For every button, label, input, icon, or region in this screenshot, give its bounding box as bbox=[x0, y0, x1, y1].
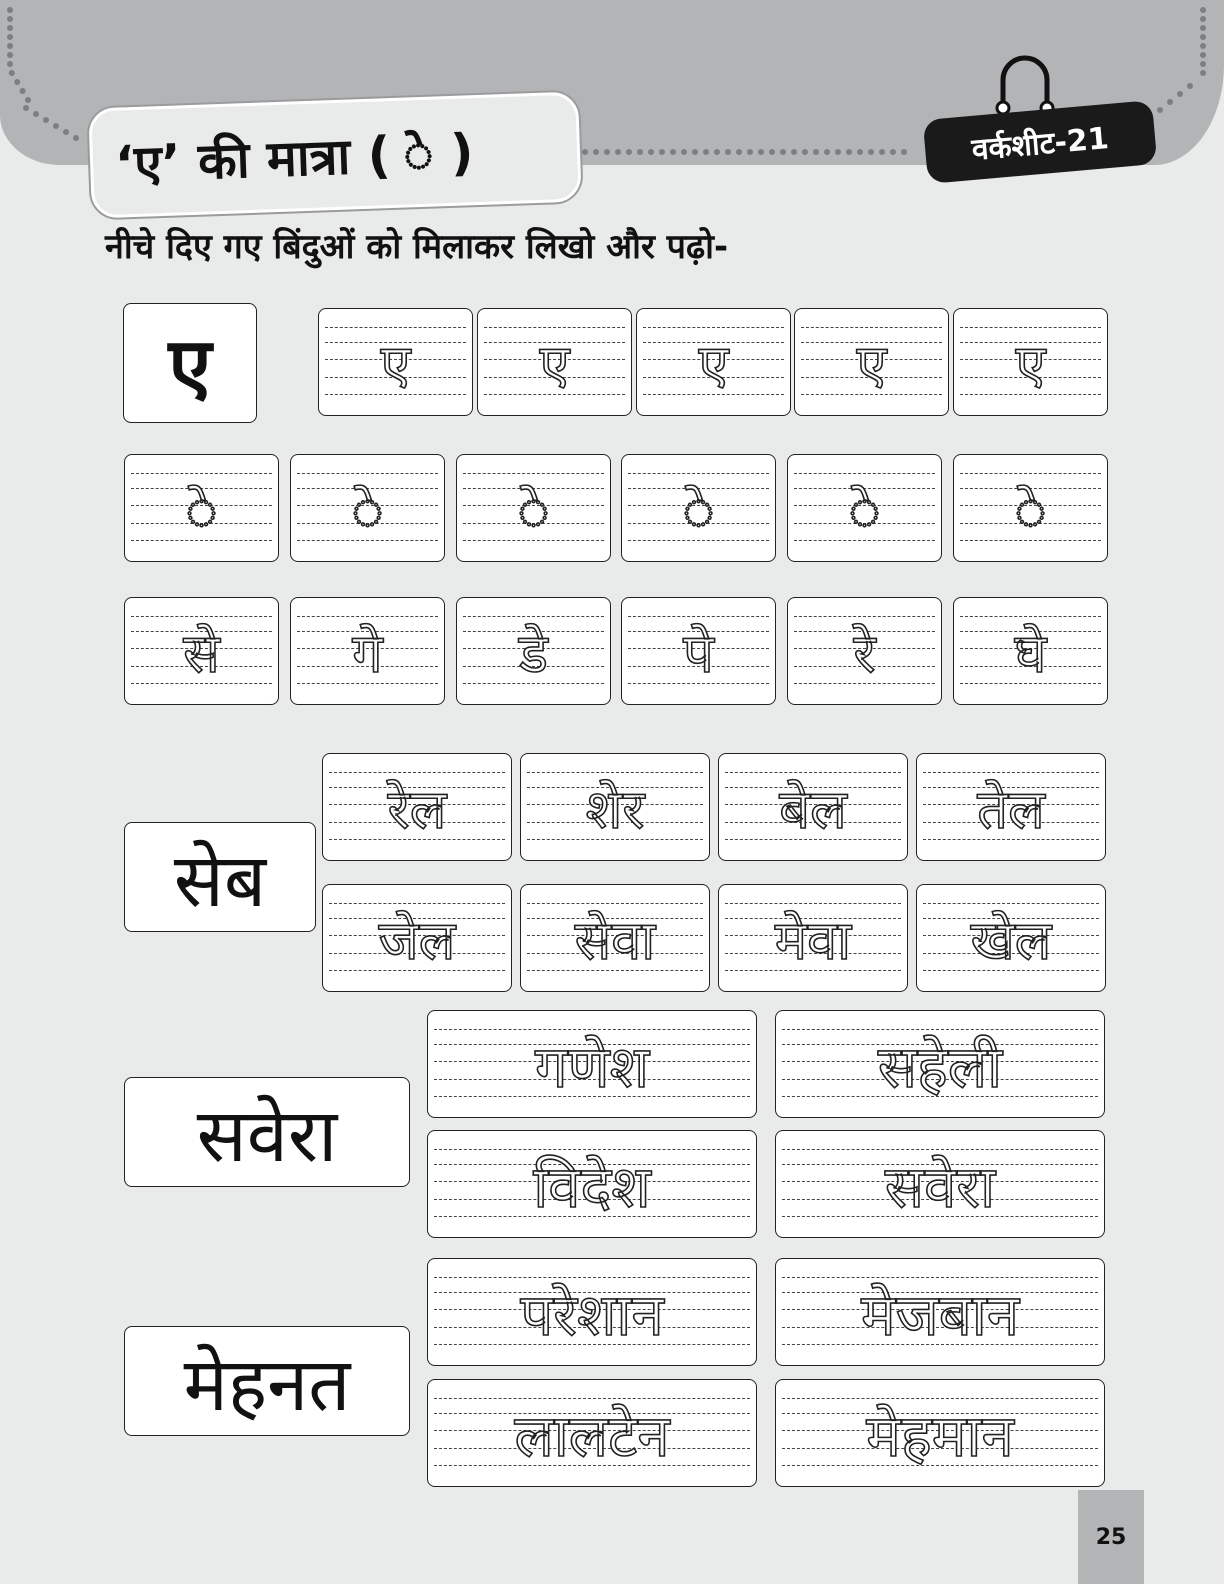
trace-text: मेजबान bbox=[860, 1280, 1020, 1349]
model-word-text: मेहनत bbox=[183, 1341, 351, 1428]
trace-text: जेल bbox=[378, 909, 456, 972]
model-word-mehnat bbox=[124, 1326, 410, 1436]
trace-text: खेल bbox=[970, 909, 1052, 972]
trace-box-matra[interactable] bbox=[456, 454, 611, 562]
trace-box-word[interactable] bbox=[775, 1010, 1105, 1118]
trace-text: े bbox=[848, 479, 881, 542]
page-title bbox=[88, 91, 582, 218]
trace-box-word[interactable] bbox=[916, 884, 1106, 992]
trace-text: े bbox=[351, 479, 384, 542]
trace-text: गे bbox=[352, 622, 383, 685]
trace-box-matra[interactable] bbox=[953, 454, 1108, 562]
trace-text: मेहमान bbox=[866, 1401, 1014, 1470]
trace-text: ए bbox=[1015, 333, 1046, 396]
trace-box-syllable[interactable] bbox=[621, 597, 776, 705]
trace-text: पे bbox=[683, 622, 714, 685]
trace-text: डे bbox=[519, 622, 548, 685]
trace-text: ए bbox=[856, 333, 887, 396]
trace-box-word[interactable] bbox=[916, 753, 1106, 861]
page-number bbox=[1078, 1490, 1144, 1584]
trace-text: े bbox=[185, 479, 218, 542]
trace-box-word[interactable] bbox=[775, 1379, 1105, 1487]
trace-box-syllable[interactable] bbox=[456, 597, 611, 705]
trace-box-syllable[interactable] bbox=[787, 597, 942, 705]
trace-text: े bbox=[682, 479, 715, 542]
model-word-savera bbox=[124, 1077, 410, 1187]
trace-text: सहेली bbox=[877, 1032, 1003, 1101]
trace-box-syllable[interactable] bbox=[124, 597, 279, 705]
trace-box-word[interactable] bbox=[718, 753, 908, 861]
trace-box-word[interactable] bbox=[520, 884, 710, 992]
trace-box-matra[interactable] bbox=[621, 454, 776, 562]
trace-box-matra[interactable] bbox=[787, 454, 942, 562]
trace-box-word[interactable] bbox=[322, 753, 512, 861]
trace-text: ए bbox=[698, 333, 729, 396]
trace-text: सेवा bbox=[574, 909, 656, 972]
trace-text: रेल bbox=[387, 778, 447, 841]
trace-box-word[interactable] bbox=[718, 884, 908, 992]
trace-text: विदेश bbox=[533, 1152, 651, 1221]
trace-box-word[interactable] bbox=[520, 753, 710, 861]
trace-box-word[interactable] bbox=[322, 884, 512, 992]
model-word-text: सवेरा bbox=[196, 1092, 338, 1179]
trace-text: मेवा bbox=[774, 909, 852, 972]
trace-text: रे bbox=[853, 622, 876, 685]
trace-box-word[interactable] bbox=[775, 1258, 1105, 1366]
trace-box-word[interactable] bbox=[775, 1130, 1105, 1238]
trace-text: बेल bbox=[779, 778, 847, 841]
trace-box-word[interactable] bbox=[427, 1258, 757, 1366]
trace-box-matra[interactable] bbox=[124, 454, 279, 562]
trace-text: घे bbox=[1014, 622, 1047, 685]
trace-box-word[interactable] bbox=[427, 1379, 757, 1487]
page-number-text: 25 bbox=[1095, 1524, 1127, 1550]
model-word-seb bbox=[124, 822, 316, 932]
trace-box-e[interactable] bbox=[636, 308, 791, 416]
trace-text: तेल bbox=[977, 778, 1045, 841]
trace-text: ए bbox=[380, 333, 411, 396]
trace-box-word[interactable] bbox=[427, 1010, 757, 1118]
model-letter-text: ए bbox=[168, 322, 212, 412]
worksheet-badge-text: वर्कशीट-21 bbox=[970, 120, 1111, 168]
trace-box-e[interactable] bbox=[477, 308, 632, 416]
trace-text: े bbox=[517, 479, 550, 542]
trace-text: से bbox=[183, 622, 220, 685]
trace-text: े bbox=[1014, 479, 1047, 542]
instruction: नीचे दिए गए बिंदुओं को मिलाकर लिखो और पढ़ो- bbox=[105, 227, 729, 267]
model-letter-e bbox=[123, 303, 257, 423]
trace-text: गणेश bbox=[534, 1032, 650, 1101]
trace-box-e[interactable] bbox=[318, 308, 473, 416]
model-word-text: सेब bbox=[173, 837, 267, 924]
trace-text: परेशान bbox=[520, 1280, 664, 1349]
trace-box-syllable[interactable] bbox=[290, 597, 445, 705]
trace-box-word[interactable] bbox=[427, 1130, 757, 1238]
trace-box-e[interactable] bbox=[794, 308, 949, 416]
trace-text: लालटेन bbox=[514, 1401, 670, 1470]
trace-text: सवेरा bbox=[884, 1152, 996, 1221]
trace-box-matra[interactable] bbox=[290, 454, 445, 562]
trace-text: शेर bbox=[585, 778, 645, 841]
page-title-text: ‘ए’ की मात्रा ( े ) bbox=[114, 123, 475, 194]
trace-text: ए bbox=[539, 333, 570, 396]
trace-box-e[interactable] bbox=[953, 308, 1108, 416]
trace-box-syllable[interactable] bbox=[953, 597, 1108, 705]
